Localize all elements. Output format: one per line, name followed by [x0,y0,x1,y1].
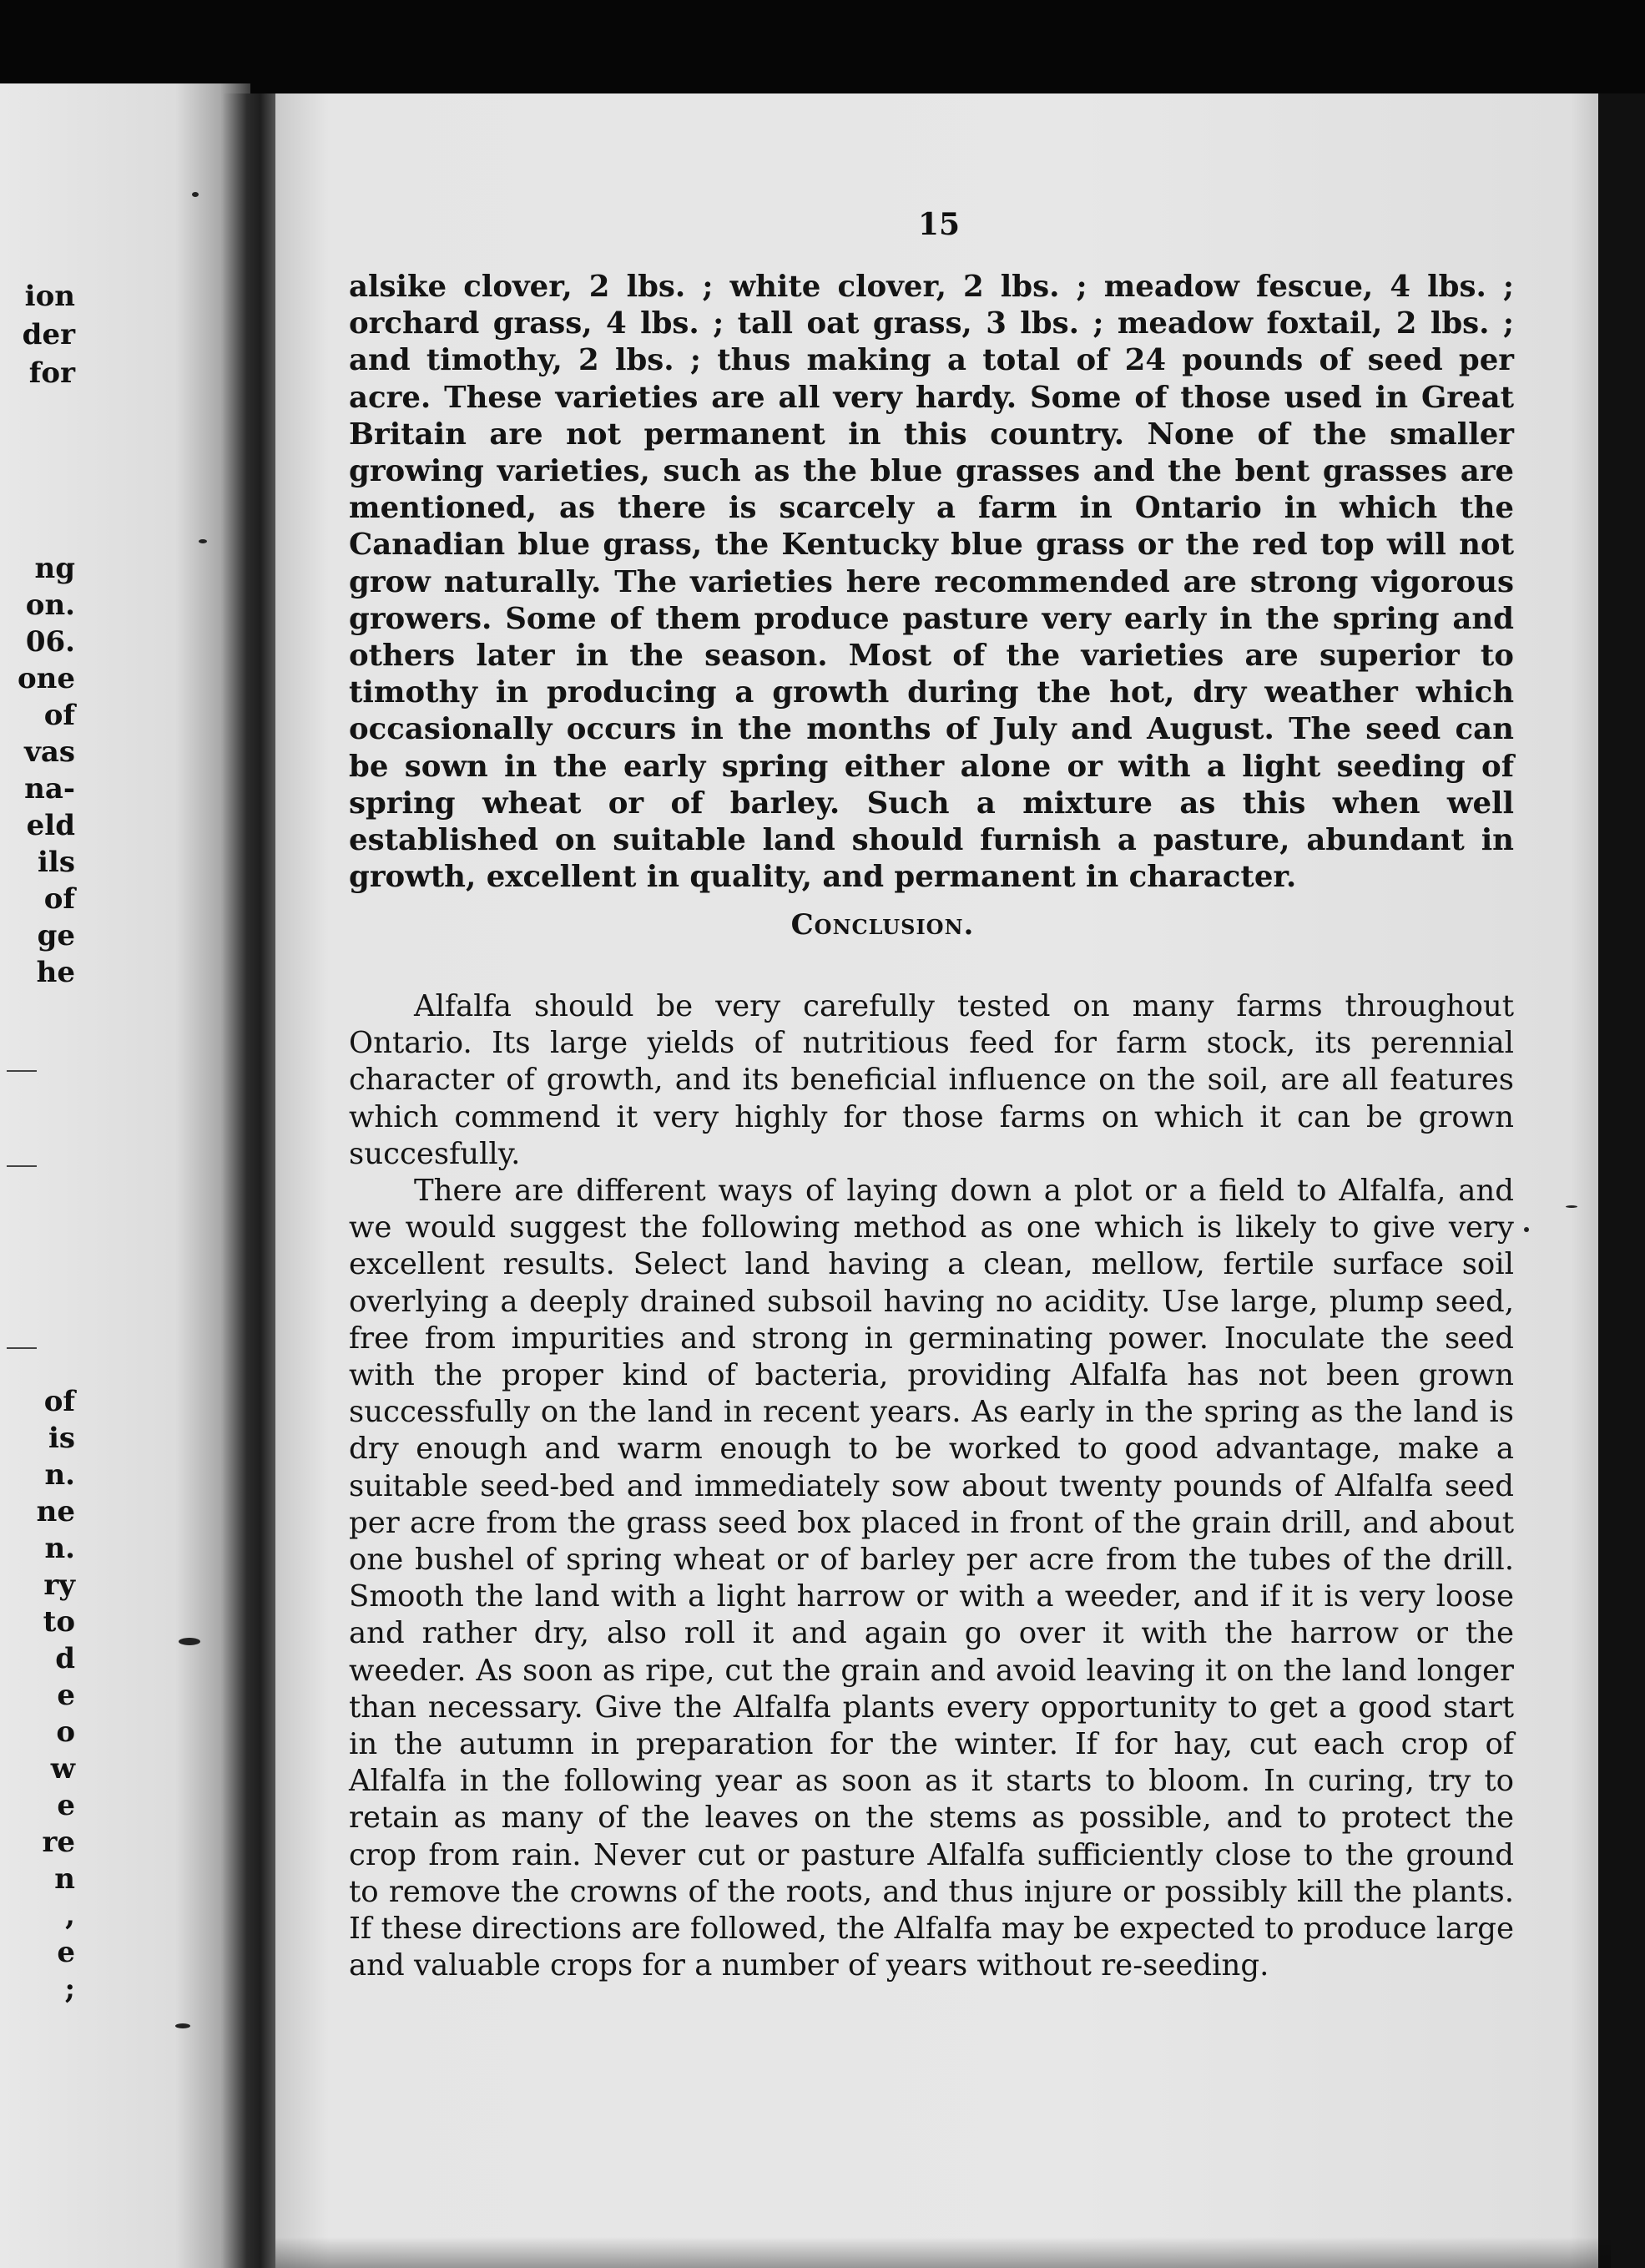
facing-page-fragment: to [43,1605,75,1639]
scan-speck [175,2023,190,2028]
facing-page-rule [7,1070,37,1072]
facing-page-rule [7,1165,37,1167]
facing-page-fragment: n [54,1862,75,1896]
facing-page-fragment: he [36,956,75,989]
facing-page-fragment: 06. [25,625,75,659]
facing-page-edge [0,83,250,2268]
facing-page-fragment: w [50,1752,75,1786]
facing-page-rule [7,1347,37,1349]
scan-speck [199,539,207,543]
facing-page-fragment: e [57,1789,75,1822]
facing-page-fragment: vas [24,735,75,769]
facing-page-fragment: for [28,356,75,390]
body-paragraph: alsike clover, 2 lbs. ; white clover, 2 lbs. ; meadow fescue, 4 lbs. ; orchard grass, 4 lbs. ; tall oat grass, 3 lbs. ; meadow foxtail, 2 lbs. ; and timothy, 2 lbs. ; thus making a total of 24 pounds of seed per acre. These varieties are all very hardy. Some of those used in Great Britain are not permanent in this country. None of the smaller growing varieties, such as the blue grasses and the bent grasses are mentioned, as there is scarcely a farm in Ontario in which the Canadian blue grass, the Kentucky blue grass or the red top will not grow naturally. The varieties here recommended are strong vigorous growers. Some of them produce pasture very early in the spring and others later in the season. Most of the varieties are superior to timothy in producing a growth during the hot, dry weather which occasionally occurs in the months of July and August. The seed can be sown in the early spring either alone or with a light seeding of spring wheat or of barley. Such a mixture as this when well established on suitable land should furnish a pasture, abundant in growth, excellent in quality, and permanent in character. [349,270,1514,895]
facing-page-fragment: ry [43,1568,75,1602]
scan-speck [1566,1205,1577,1208]
body-paragraph: Alfalfa should be very carefully tested on many farms throughout Ontario. Its large yields of nutritious feed for farm stock, its perennial character of growth, and its beneficial influence on the soil, are all features which commend it very highly for those farms on which it can be grown succesfully. [349,989,1514,1171]
facing-page-fragment: one [17,662,75,695]
facing-page-fragment: is [48,1422,75,1455]
facing-page-fragment: re [42,1826,75,1859]
scan-top-border [0,0,1645,93]
facing-page-fragment: ng [34,552,75,585]
facing-page-fragment: o [56,1715,75,1749]
page-number: 15 [918,207,961,242]
facing-page-fragment: n. [44,1532,75,1565]
facing-page-fragment: n. [44,1458,75,1492]
facing-page-fragment: ne [36,1495,75,1528]
facing-page-fragment: , [65,1899,75,1932]
section-heading-text: Conclusion. [790,908,975,942]
facing-page-fragment: ; [64,1973,75,2006]
conclusion-section [349,988,1514,1984]
scan-speck [179,1638,200,1645]
facing-page-fragment: eld [26,809,75,842]
section-heading [0,908,1645,942]
facing-page-fragment: ion [24,280,75,313]
facing-page-fragment: of [43,882,75,916]
body-paragraph: There are different ways of laying down a plot or a field to Alfalfa, and we would suggest the following method as one which is likely to give very excellent results. Select land having a clean, mellow, fertile surface soil overlying a deeply drained subsoil having no acidity. Use large, plump seed, free from impurities and strong in germinating power. Inoculate the seed with the proper kind of bacteria, providing Alfalfa has not been grown successfully on the land in recent years. As early in the spring as the land is dry enough and warm enough to be worked to good advantage, make a suitable seed-bed and immediately sow about twenty pounds of Alfalfa seed per acre from the grass seed box placed in front of the grain drill, and about one bushel of spring wheat or of barley per acre from the tubes of the drill. Smooth the land with a light harrow or with a weeder, and if it is very loose and rather dry, also roll it and again go over it with the harrow or the weeder. As soon as ripe, cut the grain and avoid leaving it on the land longer than necessary. Give the Alfalfa plants every opportunity to get a good start in the autumn in preparation for the winter. If for hay, cut each crop of Alfalfa in the following year as soon as it starts to bloom. In curing, try to retain as many of the leaves on the stems as possible, and to protect the crop from rain. Never cut or pasture Alfalfa sufficiently close to the ground to remove the crowns of the roots, and thus injure or possibly kill the plants. If these directions are followed, the Alfalfa may be expected to produce large and valuable crops for a number of years without re-seeding. [349,1174,1514,1983]
facing-page-fragment: na- [24,772,75,806]
continued-paragraph-block [349,269,1514,896]
facing-page-fragment: ge [37,919,75,952]
facing-page-fragment: e [57,1679,75,1712]
scan-right-border [1598,93,1645,2268]
scan-speck [1524,1227,1529,1232]
facing-page-fragment: d [55,1642,75,1675]
scan-speck [192,192,199,197]
facing-page-fragment: of [43,699,75,732]
facing-page-fragment: e [57,1936,75,1969]
page-bottom-shadow [275,2237,1611,2268]
facing-page-fragment: of [43,1385,75,1418]
facing-page-fragment: der [22,318,75,351]
facing-page-fragment: on. [25,588,75,622]
facing-page-fragment: ils [38,846,75,879]
